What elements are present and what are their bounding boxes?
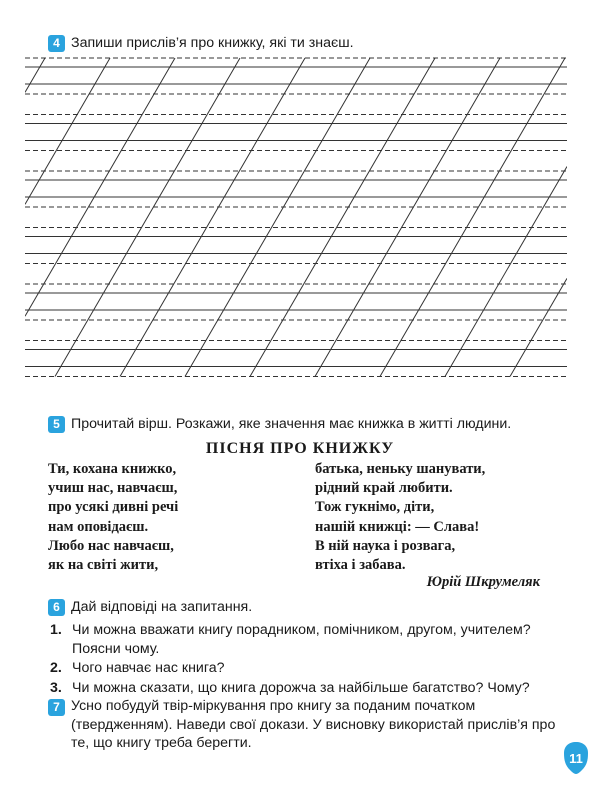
task-7: [48, 697, 563, 753]
page-number: 11: [569, 751, 583, 766]
task-6-heading: [48, 598, 252, 617]
poem-line: рідний край любити.: [315, 480, 453, 497]
poem-line: як на світі жити,: [48, 557, 159, 574]
question-text: Чи можна вважати книгу порадником, помічником, другом, учителем? Поясни чому.: [72, 622, 531, 657]
task-5-text: Прочитай вірш. Розкажи, яке значення має книжка в житті людини.: [71, 416, 512, 432]
poem-line: про усякі дивні речі: [48, 499, 179, 516]
poem-line: учиш нас, навчаєш,: [48, 480, 178, 497]
poem-line: батька, неньку шанувати,: [315, 461, 486, 477]
list-item: [50, 679, 560, 698]
task-4-text: Запиши прислів’я про книжку, які ти знаєш.: [71, 35, 354, 51]
list-item: [50, 621, 560, 658]
question-text: Чи можна сказати, що книга дорожча за найбільше багатство? Чому?: [72, 679, 530, 696]
task-6-text: Дай відповіді на запитання.: [71, 599, 253, 615]
slant-line: [25, 58, 45, 92]
list-item: [50, 659, 560, 678]
poem-line: В ній наука і розвага,: [315, 537, 456, 554]
writing-lines: [25, 55, 567, 395]
question-list: [50, 621, 560, 698]
task-number-badge: 5: [48, 416, 65, 433]
question-number: 3.: [50, 679, 62, 696]
slant-line: [445, 166, 567, 376]
task-7-text: Усно побудуй твір-міркування про книгу за поданим початком (твердженням). Наведи свої докази. У висновку використай прислів’я про те, що книгу треба берегти.: [71, 698, 556, 751]
task-number-badge: 7: [48, 699, 65, 716]
slant-line: [25, 58, 110, 204]
page-number-badge: [561, 741, 591, 775]
poem-title: ПІСНЯ ПРО КНИЖКУ: [205, 440, 395, 457]
poem-line: нам оповідаєш.: [48, 518, 149, 535]
poem-right-column: [315, 460, 485, 575]
task-5-heading: [48, 415, 511, 434]
task-4-heading: [48, 34, 354, 53]
slant-line: [25, 58, 175, 316]
poem-line: Тож гукнімо, діти,: [315, 499, 435, 516]
poem-line: Ти, кохана книжко,: [48, 461, 177, 477]
question-number: 1.: [50, 622, 62, 638]
question-number: 2.: [50, 660, 62, 676]
poem-left-column: [48, 460, 178, 575]
task-number-badge: 6: [48, 599, 65, 616]
task-number-badge: 4: [48, 35, 65, 52]
question-text: Чого навчає нас книга?: [72, 660, 225, 676]
poem-line: нашій книжці: — Слава!: [315, 518, 480, 535]
poem-author: Юрій Шкрумеляк: [426, 574, 540, 590]
poem-line: Любо нас навчаєш,: [48, 537, 174, 554]
poem-line: втіха і забава.: [315, 557, 406, 574]
